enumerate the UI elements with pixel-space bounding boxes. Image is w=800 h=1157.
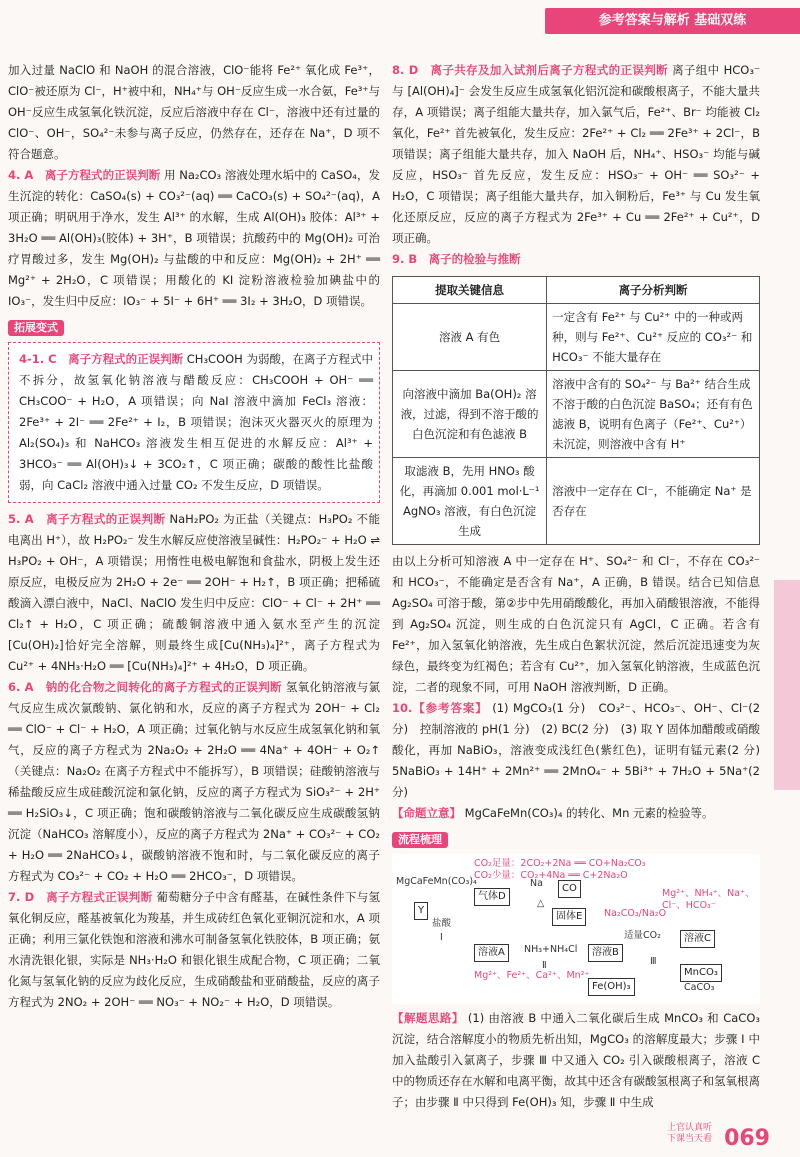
right-question <box>392 60 760 249</box>
footer-line-2: 下课当天看 <box>666 1134 712 1144</box>
flow-label-heat: △ <box>537 898 545 909</box>
table-row <box>393 371 760 458</box>
left-column <box>8 60 380 1013</box>
flow-box-sol-b: 溶液B <box>588 944 623 962</box>
flow-step-3: Ⅲ <box>650 956 657 967</box>
left-question <box>8 509 380 677</box>
footer-line-1: 上官认真听 <box>666 1123 712 1133</box>
section-tag: 流程梳理 <box>392 832 448 848</box>
right-column <box>392 60 772 1113</box>
flow-box-y: Y <box>414 902 428 920</box>
question-body: 用 Na₂CO₃ 溶液处理水垢中的 CaSO₄，发生沉淀的转化：CaSO₄(s) + CO₃²⁻(aq) ══ CaCO₃(s) + SO₄²⁻(aq)，A 项正确；明矾用于净水，发生 Al³⁺ 的水解，生成 Al(OH)₃ 胶体：Al³⁺ + 3H₂O ══ Al(OH)₃(胶体) + 3H⁺，B 项错误；抗酸药中的 Mg(OH)₂ 可治疗胃酸过多，发生 Mg(OH)₂ 与盐酸的中和反应：Mg(OH)₂ + 2H⁺ ══ Mg²⁺ + 2H₂O，C 项错误；用酸化的 KI 淀粉溶液检验加碘盐中的 IO₃⁻，发生归中反应：IO₃⁻ + 5I⁻ + 6H⁺ ══ 3I₂ + 3H₂O，D 项错误。 <box>8 168 380 308</box>
question-heading: 10.【参考答案】 <box>392 701 488 715</box>
extension-box <box>8 342 380 503</box>
section-header: 参考答案与解析 基础双练 <box>545 8 800 34</box>
flow-step-1: Ⅰ <box>440 932 443 943</box>
extension-text <box>19 349 373 496</box>
flow-box-fe: Fe(OH)₃ <box>588 978 635 996</box>
right-question <box>392 698 772 803</box>
flow-label-solid-e: Na₂CO₃/Na₂O <box>604 908 667 919</box>
left-question <box>8 677 380 887</box>
flow-box-solid-e: 固体E <box>552 908 586 926</box>
extension-heading: 4-1. C 离子方程式的正误判断 <box>19 352 184 366</box>
question-heading: 【命题立意】 <box>392 806 461 820</box>
flow-box-co: CO <box>558 880 581 898</box>
table-row <box>393 304 760 371</box>
question-body: (1) 由溶液 B 中通入二氧化碳后生成 MnCO₃ 和 CaCO₃ 沉淀，结合溶解度小的物质先析出知，MgCO₃ 的溶解度最大；步骤 Ⅰ 中加入盐酸引入氯离子，步骤 Ⅲ 中又通入 CO₂ 引入碳酸根离子，溶液 C 中的物质还存在水解和电离平衡，故其中还含有碳酸氢根离子和氢氧根离子；由步骤 Ⅱ 中只得到 Fe(OH)₃ 知，步骤 Ⅱ 中生成 <box>392 1011 760 1109</box>
question-heading: 9. B 离子的检验与推断 <box>392 252 521 266</box>
right-para: 由以上分析可知溶液 A 中一定存在 H⁺、SO₄²⁻ 和 Cl⁻，不存在 CO₃²⁻ 和 HCO₃⁻，不能确定是否含有 Na⁺，A 正确，B 错误。结合已知信息 Ag₂SO₄ 可溶于酸，第②步中先用硝酸酸化，再加入硝酸银溶液，不能得到 Ag₂SO₄ 沉淀，则生成的白色沉淀只有 AgCl，C 正确。若含有 Fe²⁺，加入氢氧化钠溶液，先生成白色絮状沉淀，然后沉淀迅速变为灰绿色，最终变为红褐色；若含有 Cu²⁺，加入氢氧化钠溶液，生成蓝色沉淀，二者的现象不同，可用 NaOH 溶液判断，D 正确。 <box>392 554 760 694</box>
right-question <box>392 249 760 270</box>
flow-reaction-1: CO₂足量：2CO₂+2Na ══ CO+Na₂CO₃ <box>474 858 646 869</box>
left-question <box>8 887 380 1013</box>
flow-label-na: Na <box>530 878 543 889</box>
flow-start: MgCaFeMn(CO₃)₄ <box>396 876 477 887</box>
table-header-row <box>393 277 760 304</box>
question-body: NaH₂PO₂ 为正盐（关键点：H₃PO₂ 不能电离出 H⁺），故 H₂PO₂⁻ 发生水解反应使溶液呈碱性：H₂PO₂⁻ + H₂O ⇌ H₃PO₂ + OH⁻，A 项错误；用惰性电极电解饱和食盐水，阴极上发生还原反应，电极反应为 2H₂O + 2e⁻ ══ 2OH⁻ + H₂↑，B 项正确；把稀硫酸滴入漂白液中，NaCl、NaClO 发生归中反应：ClO⁻ + Cl⁻ + 2H⁺ ══ Cl₂↑ + H₂O，C 项正确；硫酸铜溶液中通入氨水至产生的沉淀[Cu(OH)₂]恰好完全溶解，则最终生成[Cu(NH₃)₄]²⁺，离子方程式为 Cu²⁺ + 4NH₃·H₂O ══ [Cu(NH₃)₄]²⁺ + 4H₂O，D 项正确。 <box>8 512 380 673</box>
flow-reaction-2: CO₂少量：CO₂+4Na ══ C+2Na₂O <box>474 870 628 881</box>
flow-box-sol-a: 溶液A <box>474 944 509 962</box>
side-tab <box>774 580 800 790</box>
question-heading: 6. A 钠的化合物之间转化的离子方程式的正误判断 <box>8 680 282 694</box>
flow-box-gas-d: 气体D <box>474 888 510 906</box>
table-header-cell: 提取关键信息 <box>393 277 547 304</box>
section-tag: 拓展变式 <box>8 320 64 336</box>
question-body: (1) MgCO₃(1 分) CO₃²⁻、HCO₃⁻、OH⁻、Cl⁻(2 分) 控制溶液的 pH(1 分) (2) BC(2 分) (3) 取 Y 固体加醋酸或硝酸酸化，再加 NaBiO₃，溶液变成浅红色(紫红色)，证明有锰元素(2 分) 5NaBiO₃ + 14H⁺ + 2Mn²⁺ ══ 2MnO₄⁻ + 5Bi³⁺ + 7H₂O + 5Na⁺(2 分) <box>392 701 772 799</box>
flow-label-ions-a: Mg²⁺、Fe²⁺、Ca²⁺、Mn²⁺ <box>474 970 590 981</box>
question-body: 氢氧化钠溶液与氯气反应生成次氯酸钠、氯化钠和水，反应的离子方程式为 2OH⁻ + Cl₂ ══ ClO⁻ + Cl⁻ + H₂O，A 项正确；过氧化钠与水反应生成氢氧化钠和氧气，反应的离子方程式为 2Na₂O₂ + 2H₂O ══ 4Na⁺ + 4OH⁻ + O₂↑（关键点：Na₂O₂ 在离子方程式中不能拆写），B 项错误；硅酸钠溶液与稀盐酸反应生成硅酸沉淀和氯化钠，反应的离子方程式为 SiO₃²⁻ + 2H⁺ ══ H₂SiO₃↓，C 项正确；饱和碳酸钠溶液与二氧化碳反应生成碳酸氢钠沉淀（NaHCO₃ 溶解度小），反应的离子方程式为 2Na⁺ + CO₃²⁻ + CO₂ + H₂O ══ 2NaHCO₃↓，碳酸钠溶液不饱和时，与二氧化碳反应的离子方程式为 CO₃²⁻ + CO₂ + H₂O ══ 2HCO₃⁻，D 项错误。 <box>8 680 381 883</box>
flow-label-acid: 盐酸 <box>432 918 452 929</box>
question-heading: 8. D 离子共存及加入试剂后离子方程式的正误判断 <box>392 63 669 77</box>
flow-box-sol-c: 溶液C <box>680 930 715 948</box>
flow-label-co2: 适量CO₂ <box>624 930 661 941</box>
flow-label-ions: Mg²⁺、NH₄⁺、Na⁺、Cl⁻、HCO₃⁻ <box>662 888 755 911</box>
flow-step-2: Ⅱ <box>542 960 547 971</box>
left-para: 加入过量 NaClO 和 NaOH 的混合溶液，ClO⁻能将 Fe²⁺ 氧化成 Fe³⁺，ClO⁻被还原为 Cl⁻，H⁺被中和，NH₄⁺与 OH⁻反应生成一水合氨，Fe³⁺与 OH⁻反应生成氢氧化铁沉淀，反应后溶液中存在 Cl⁻，溶液中还有过量的 ClO⁻、OH⁻，SO₄²⁻未参与离子反应，仍然存在，还存在 Na⁺，D 项不符合题意。 <box>8 63 380 161</box>
left-question <box>8 165 380 312</box>
process-flowchart <box>392 854 760 1004</box>
table-cell: 溶液中一定存在 Cl⁻，不能确定 Na⁺ 是否存在 <box>547 458 760 545</box>
flow-box-mn: MnCO₃ <box>680 964 722 982</box>
table-cell: 溶液 A 有色 <box>393 304 547 371</box>
page-number: 069 <box>724 1126 770 1151</box>
question-heading: 【解题思路】 <box>392 1011 464 1025</box>
question-heading: 4. A 离子方程式的正误判断 <box>8 168 161 182</box>
right-question <box>392 803 760 824</box>
table-cell: 一定含有 Fe²⁺ 与 Cu²⁺ 中的一种或两种，则与 Fe²⁺、Cu²⁺ 反应的 CO₃²⁻ 和 HCO₃⁻ 不能大量存在 <box>547 304 760 371</box>
table-row <box>393 458 760 545</box>
question-body: 葡萄糖分子中含有醛基，在碱性条件下与氢氧化铜反应，醛基被氧化为羧基，并生成砖红色氧化亚铜沉淀和水，A 项正确；利用三氯化铁饱和溶液和沸水可制备氢氧化铁胶体，B 项正确；氨水清洗银化银，实际是 NH₃·H₂O 和银化银生成配合物，C 项正确；二氧化氮与氢氧化钠的反应为歧化反应，生成硝酸盐和亚硝酸盐，反应的离子方程式为 2NO₂ + 2OH⁻ ══ NO₃⁻ + NO₂⁻ + H₂O，D 项错误。 <box>8 890 381 1009</box>
table-header-cell: 离子分析判断 <box>547 277 760 304</box>
analysis-table <box>392 276 760 545</box>
table-cell: 取滤液 B，先用 HNO₃ 酸化，再滴加 0.001 mol·L⁻¹ AgNO₃ 溶液，有白色沉淀生成 <box>393 458 547 545</box>
table-cell: 向溶液中滴加 Ba(OH)₂ 溶液，过滤，得到不溶于酸的白色沉淀和有色滤液 B <box>393 371 547 458</box>
question-body: 离子组中 HCO₃⁻ 与 [Al(OH)₄]⁻ 会发生反应生成氢氧化铝沉淀和碳酸根离子，不能大量共存，A 项错误；离子组能大量共存，加入氯气后，Fe²⁺、Br⁻ 均能被 Cl₂ 氧化，Fe²⁺ 首先被氧化，发生反应：2Fe²⁺ + Cl₂ ══ 2Fe³⁺ + 2Cl⁻，B 项错误；离子组能大量共存，加入 NaOH 后，NH₄⁺、HSO₃⁻ 均能与碱反应，HSO₃⁻ 首先反应，发生反应：HSO₃⁻ + OH⁻ ══ SO₃²⁻ + H₂O，C 项错误；离子组能大量共存，加入铜粉后，Fe³⁺ 与 Cu 发生氧化还原反应，反应的离子方程式为 2Fe³⁺ + Cu ══ 2Fe²⁺ + Cu²⁺，D 项正确。 <box>392 63 760 245</box>
flow-label-reagent: NH₃+NH₄Cl <box>524 944 578 955</box>
flow-label-ca: CaCO₃ <box>684 982 715 993</box>
question-body: MgCaFeMn(CO₃)₄ 的转化、Mn 元素的检验等。 <box>464 806 714 820</box>
right-question <box>392 1008 760 1113</box>
footer-slogan <box>667 1123 712 1145</box>
question-heading: 5. A 离子方程式的正误判断 <box>8 512 166 526</box>
extension-body: CH₃COOH 为弱酸，在离子方程式中不拆分，故氢氧化钠溶液与醋酸反应：CH₃COOH + OH⁻ ══ CH₃COO⁻ + H₂O，A 项错误；向 NaI 溶液中滴加 FeCl₃ 溶液：2Fe³⁺ + 2I⁻ ══ 2Fe²⁺ + I₂，B 项错误；泡沫灭火器灭火的原理为 Al₂(SO₄)₃ 和 NaHCO₃ 溶液发生相互促进的水解反应：Al³⁺ + 3HCO₃⁻ ══ Al(OH)₃↓ + 3CO₂↑，C 项正确；碳酸的酸性比盐酸弱，向 CaCl₂ 溶液中通入过量 CO₂ 不发生反应，D 项错误。 <box>19 352 373 492</box>
table-cell: 溶液中含有的 SO₄²⁻ 与 Ba²⁺ 结合生成不溶于酸的白色沉淀 BaSO₄；还有有色滤液 B，说明有色离子（Fe²⁺、Cu²⁺）未沉淀，则溶液中含有 H⁺ <box>547 371 760 458</box>
question-heading: 7. D 离子方程式正误判断 <box>8 890 153 904</box>
